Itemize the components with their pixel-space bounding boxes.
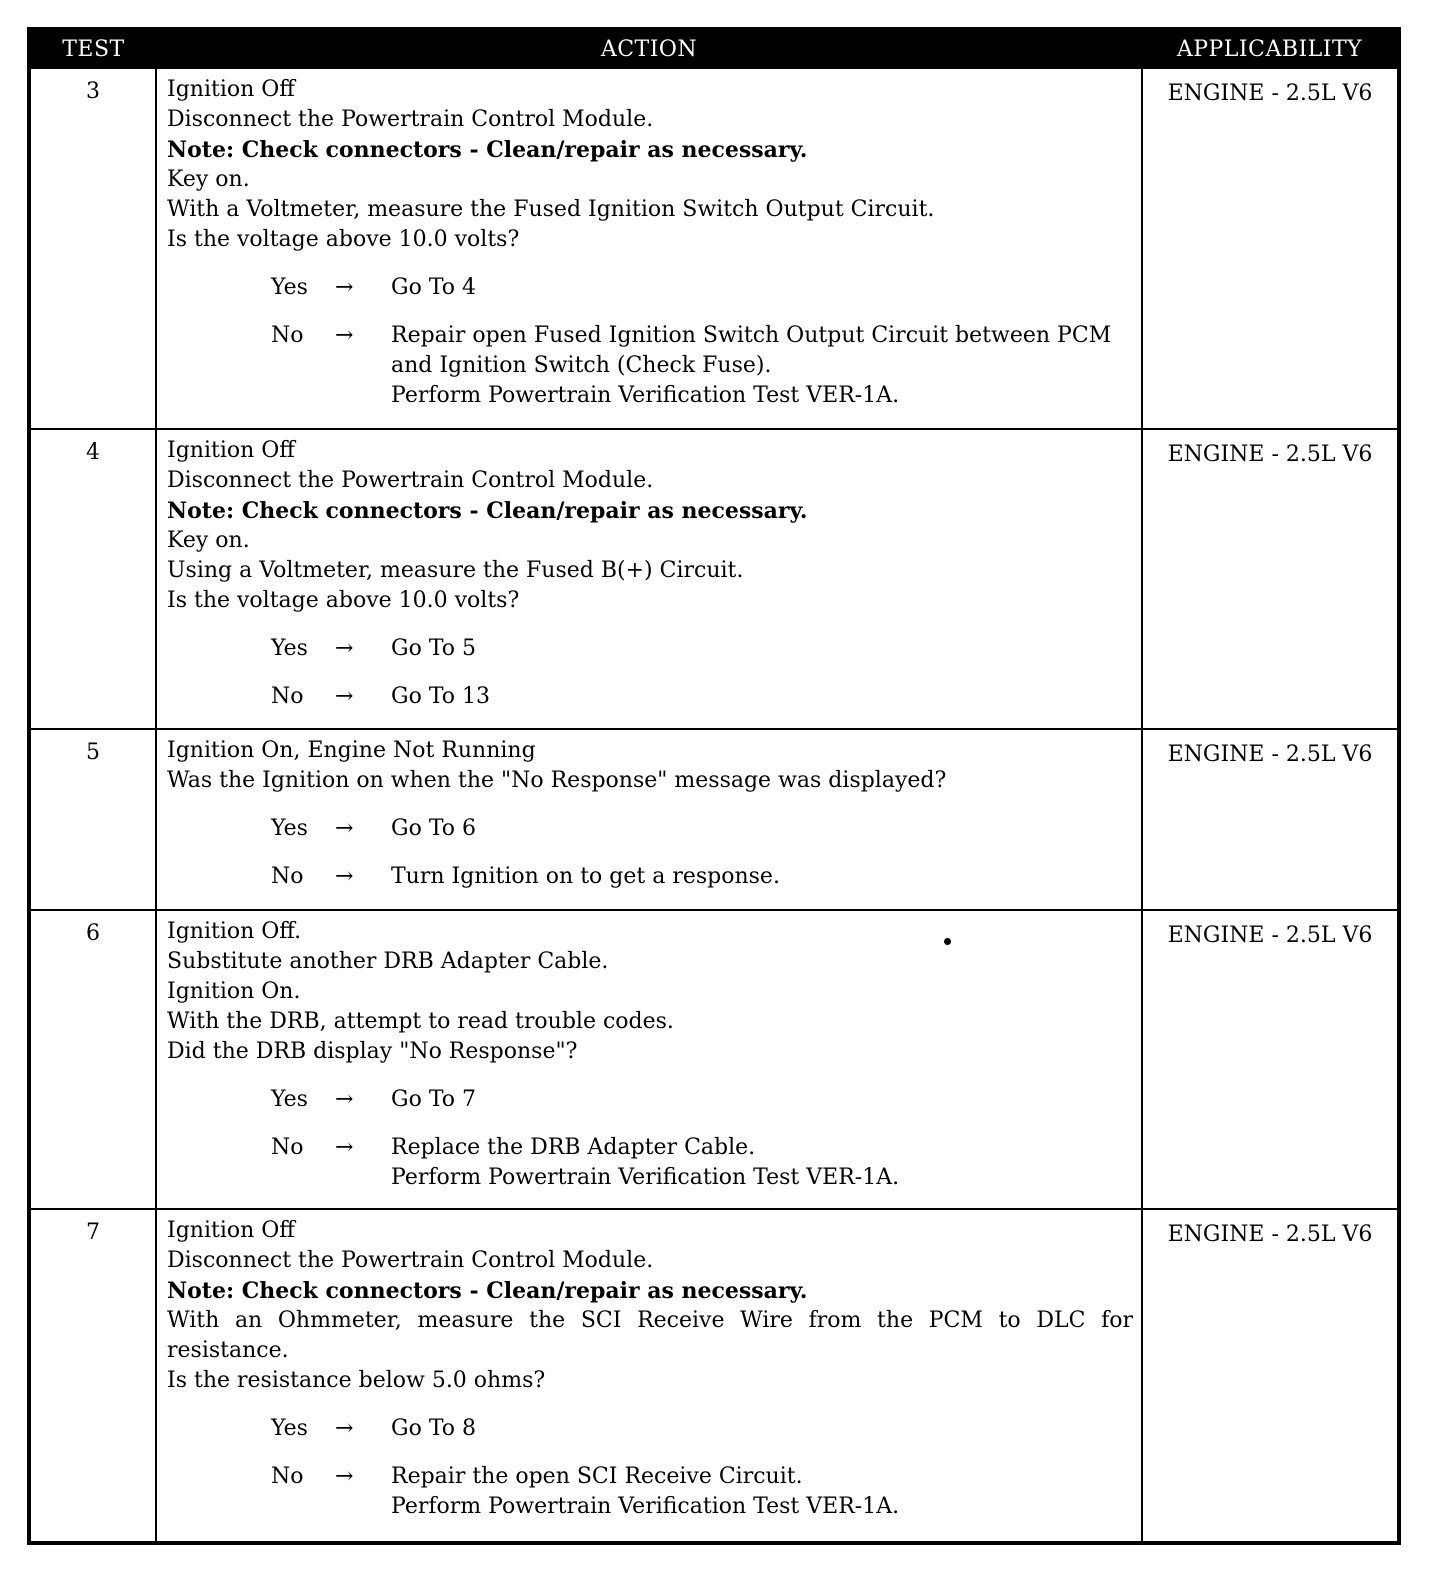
action-line: With a Voltmeter, measure the Fused Ignition Switch Output Circuit. <box>167 197 935 222</box>
yes-branch <box>271 814 1133 844</box>
action-line: Ignition Off <box>167 1218 295 1243</box>
yes-result <box>391 634 1133 664</box>
arrow-right-icon: → <box>335 1135 354 1160</box>
result-line: and Ignition Switch (Check Fuse). <box>391 353 772 378</box>
test-number: 3 <box>29 68 156 429</box>
yes-label: Yes <box>271 636 308 661</box>
action-question: Is the resistance below 5.0 ohms? <box>167 1368 546 1393</box>
test-number: 7 <box>29 1209 156 1543</box>
header-action: ACTION <box>156 29 1142 68</box>
table-row <box>29 910 1399 1209</box>
no-label: No <box>271 323 304 348</box>
arrow-right-icon: → <box>335 1087 354 1112</box>
no-label: No <box>271 684 304 709</box>
applicability-cell: ENGINE - 2.5L V6 <box>1142 1209 1399 1543</box>
header-applicability: APPLICABILITY <box>1142 29 1399 68</box>
applicability-cell: ENGINE - 2.5L V6 <box>1142 68 1399 429</box>
yes-label: Yes <box>271 816 308 841</box>
applicability-cell: ENGINE - 2.5L V6 <box>1142 729 1399 910</box>
action-cell <box>156 910 1142 1209</box>
arrow-right-icon: → <box>335 684 354 709</box>
header-test: TEST <box>29 29 156 68</box>
table-row <box>29 1209 1399 1543</box>
arrow-right-icon: → <box>335 1464 354 1489</box>
test-number: 6 <box>29 910 156 1209</box>
action-line: Disconnect the Powertrain Control Module. <box>167 468 654 493</box>
applicability-cell: ENGINE - 2.5L V6 <box>1142 429 1399 729</box>
arrow-right-icon: → <box>335 636 354 661</box>
table-row <box>29 729 1399 910</box>
action-cell <box>156 68 1142 429</box>
yes-label: Yes <box>271 275 308 300</box>
result-line: Go To 13 <box>391 684 491 709</box>
no-result <box>391 321 1133 411</box>
result-line: Turn Ignition on to get a response. <box>391 864 780 889</box>
result-line: Go To 8 <box>391 1416 477 1441</box>
yes-label: Yes <box>271 1087 308 1112</box>
action-line: With an Ohmmeter, measure the SCI Receive Wire from the PCM to DLC for resistance. <box>167 1308 1133 1363</box>
table-header <box>29 29 1399 68</box>
no-branch <box>271 862 1133 892</box>
result-line: Perform Powertrain Verification Test VER-1A. <box>391 383 900 408</box>
action-line: Ignition Off <box>167 438 295 463</box>
yes-branch <box>271 634 1133 664</box>
no-result <box>391 682 1133 712</box>
arrow-right-icon: → <box>335 323 354 348</box>
arrow-right-icon: → <box>335 816 354 841</box>
result-line: Repair the open SCI Receive Circuit. <box>391 1464 803 1489</box>
arrow-right-icon: → <box>335 1416 354 1441</box>
action-line: Disconnect the Powertrain Control Module. <box>167 1248 654 1273</box>
yes-result <box>391 1414 1133 1444</box>
action-question: Is the voltage above 10.0 volts? <box>167 588 520 613</box>
action-question: Is the voltage above 10.0 volts? <box>167 227 520 252</box>
action-line: Ignition Off <box>167 77 295 102</box>
action-line: With the DRB, attempt to read trouble codes. <box>167 1009 674 1034</box>
diagnostic-test-table <box>27 27 1401 1545</box>
no-label: No <box>271 1464 304 1489</box>
yes-branch <box>271 1085 1133 1115</box>
test-number: 4 <box>29 429 156 729</box>
yes-result <box>391 1085 1133 1115</box>
action-question: Was the Ignition on when the "No Response" message was displayed? <box>167 768 947 793</box>
no-result <box>391 1462 1133 1522</box>
action-line: Substitute another DRB Adapter Cable. <box>167 949 609 974</box>
scan-speck <box>944 938 951 945</box>
no-result <box>391 1133 1133 1193</box>
arrow-right-icon: → <box>335 864 354 889</box>
result-line: Repair open Fused Ignition Switch Output Circuit between PCM <box>391 323 1112 348</box>
no-result <box>391 862 1133 892</box>
no-branch <box>271 321 1133 411</box>
action-line: Using a Voltmeter, measure the Fused B(+) Circuit. <box>167 558 744 583</box>
action-line: Key on. <box>167 167 250 192</box>
action-line: Key on. <box>167 528 250 553</box>
result-line: Go To 5 <box>391 636 477 661</box>
action-line: Ignition On. <box>167 979 301 1004</box>
yes-result <box>391 273 1133 303</box>
table-row <box>29 429 1399 729</box>
yes-branch <box>271 273 1133 303</box>
action-cell <box>156 729 1142 910</box>
action-note: Note: Check connectors - Clean/repair as necessary. <box>167 498 808 524</box>
table-row <box>29 68 1399 429</box>
no-label: No <box>271 1135 304 1160</box>
no-branch <box>271 682 1133 712</box>
result-line: Go To 6 <box>391 816 477 841</box>
applicability-cell: ENGINE - 2.5L V6 <box>1142 910 1399 1209</box>
result-line: Replace the DRB Adapter Cable. <box>391 1135 756 1160</box>
action-line: Ignition Off. <box>167 919 302 944</box>
no-branch <box>271 1133 1133 1193</box>
action-note: Note: Check connectors - Clean/repair as necessary. <box>167 137 808 163</box>
no-label: No <box>271 864 304 889</box>
result-line: Perform Powertrain Verification Test VER-1A. <box>391 1165 900 1190</box>
yes-branch <box>271 1414 1133 1444</box>
result-line: Go To 4 <box>391 275 477 300</box>
action-cell <box>156 429 1142 729</box>
action-note: Note: Check connectors - Clean/repair as necessary. <box>167 1278 808 1304</box>
action-cell <box>156 1209 1142 1543</box>
yes-result <box>391 814 1133 844</box>
action-question: Did the DRB display "No Response"? <box>167 1039 578 1064</box>
arrow-right-icon: → <box>335 275 354 300</box>
no-branch <box>271 1462 1133 1522</box>
result-line: Go To 7 <box>391 1087 477 1112</box>
yes-label: Yes <box>271 1416 308 1441</box>
action-line: Disconnect the Powertrain Control Module. <box>167 107 654 132</box>
result-line: Perform Powertrain Verification Test VER-1A. <box>391 1494 900 1519</box>
action-line: Ignition On, Engine Not Running <box>167 738 536 763</box>
test-number: 5 <box>29 729 156 910</box>
